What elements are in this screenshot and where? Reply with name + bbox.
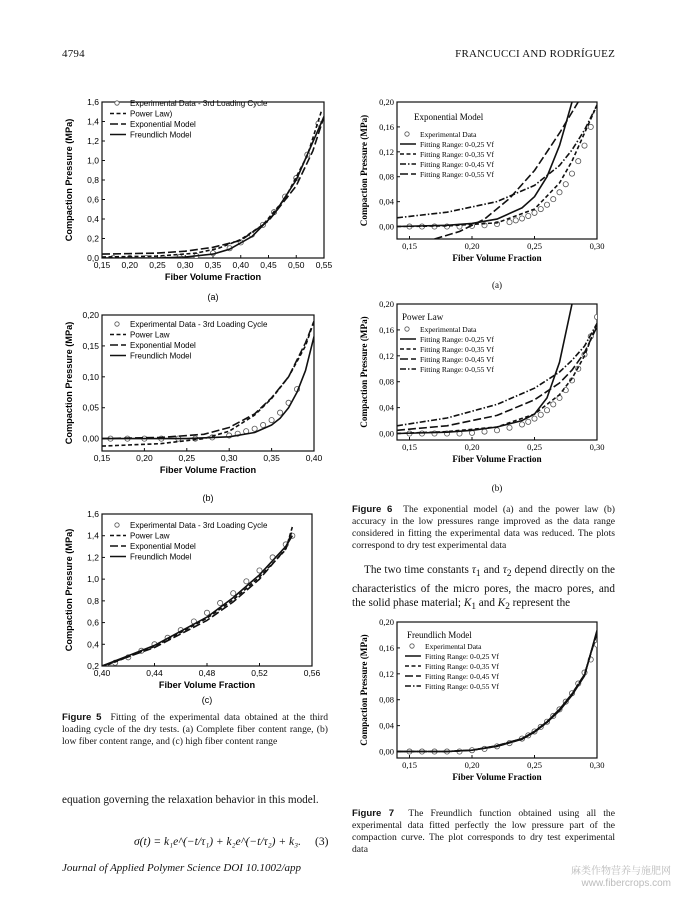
- y-tick-label: 1,6: [87, 97, 99, 107]
- x-tick-label: 0,30: [176, 260, 194, 270]
- y-tick-label: 0,08: [379, 171, 394, 182]
- data-point-marker: [563, 182, 568, 187]
- data-point-marker: [551, 402, 556, 407]
- data-point-marker: [582, 143, 587, 148]
- legend-entry: Fitting Range: 0-0,35 Vf: [420, 150, 495, 159]
- figure-6-caption: [352, 504, 615, 552]
- data-point-marker: [538, 207, 543, 212]
- body-text-3: represent the: [512, 597, 571, 610]
- figure-5a-chart: [62, 92, 338, 304]
- y-tick-label: 1,2: [87, 552, 99, 563]
- legend-marker: [115, 101, 119, 105]
- data-point-marker: [519, 422, 524, 427]
- k2-symbol: K: [497, 597, 506, 610]
- subfigure-label: (b): [202, 493, 214, 503]
- y-tick-label: 0,20: [379, 617, 394, 627]
- body-and-2: and: [478, 597, 495, 610]
- y-tick-label: 0,4: [87, 214, 99, 224]
- y-tick-label: 0,08: [379, 694, 394, 705]
- subfigure-label: (a): [492, 280, 502, 290]
- x-axis-label: Fiber Volume Fraction: [452, 772, 542, 782]
- data-point-marker: [507, 220, 512, 225]
- legend-entry: Experimental Data - 3rd Loading Cycle: [130, 320, 268, 329]
- watermark: [571, 866, 671, 890]
- subfigure-label: (a): [207, 292, 219, 302]
- x-tick-label: 0,20: [464, 241, 480, 251]
- x-tick-label: 0,40: [93, 668, 111, 678]
- y-tick-label: 0,16: [379, 642, 394, 653]
- y-tick-label: 0,00: [82, 433, 99, 444]
- y-tick-label: 0,6: [87, 194, 99, 205]
- x-tick-label: 0,30: [589, 442, 605, 452]
- figure-5-caption: [62, 712, 328, 748]
- y-tick-label: 0,8: [87, 175, 99, 185]
- data-point-marker: [557, 190, 562, 195]
- legend-entry: Fitting Range: 0-0,55 Vf: [425, 682, 500, 691]
- x-tick-label: 0,20: [136, 453, 153, 463]
- data-point-marker: [544, 408, 549, 413]
- figure-7-label: Figure 7: [352, 808, 395, 819]
- data-point-marker: [532, 416, 537, 421]
- y-tick-label: 1,0: [87, 155, 99, 166]
- x-tick-label: 0,40: [305, 453, 323, 463]
- x-axis-label: Fiber Volume Fraction: [452, 253, 542, 263]
- journal-footer: Journal of Applied Polymer Science DOI 10.1002/app: [62, 862, 301, 874]
- legend-entry: Experimental Data - 3rd Loading Cycle: [130, 99, 268, 108]
- x-tick-label: 0,15: [402, 760, 417, 770]
- x-tick-label: 0,50: [287, 260, 305, 270]
- y-axis-label: Compaction Pressure (MPa): [359, 114, 369, 227]
- x-tick-label: 0,56: [303, 668, 321, 678]
- x-tick-label: 0,15: [93, 260, 111, 270]
- data-point-marker: [244, 579, 249, 584]
- legend-entry: Power Law: [130, 330, 170, 340]
- x-tick-label: 0,30: [589, 241, 605, 251]
- y-tick-label: 0,8: [87, 595, 99, 606]
- data-point-marker: [538, 412, 543, 417]
- x-axis-label: Fiber Volume Fraction: [159, 465, 257, 475]
- x-tick-label: 0,52: [251, 668, 268, 678]
- data-point-marker: [594, 642, 599, 647]
- legend-entry: Experimental Data: [425, 642, 482, 651]
- y-tick-label: 1,2: [87, 136, 99, 146]
- legend-entry: Experimental Data: [420, 325, 477, 334]
- y-tick-label: 0,00: [379, 221, 394, 232]
- series-group: [102, 321, 314, 446]
- tau-2-sub: 2: [506, 569, 512, 580]
- data-point-marker: [482, 429, 487, 434]
- figure-5c-chart: [62, 508, 338, 708]
- y-tick-label: 1,4: [87, 530, 99, 541]
- y-tick-label: 0,12: [379, 668, 394, 679]
- y-tick-label: 0,05: [82, 402, 99, 413]
- data-point-marker: [261, 422, 266, 427]
- equation-number: (3): [315, 836, 329, 848]
- y-tick-label: 0,10: [82, 371, 99, 382]
- data-point-marker: [269, 417, 274, 422]
- y-tick-label: 0,00: [379, 746, 394, 757]
- x-tick-label: 0,40: [232, 260, 250, 270]
- data-point-marker: [569, 171, 574, 176]
- body-paragraph-right: [352, 563, 615, 615]
- legend-entry: Fitting Range: 0-0,25 Vf: [420, 140, 495, 149]
- chart-inner-title: Freundlich Model: [407, 630, 472, 640]
- x-tick-label: 0,25: [178, 453, 196, 463]
- tau-2-symbol: τ: [502, 564, 507, 576]
- body-text-1: The two time constants: [364, 564, 469, 576]
- figure-6-caption-text: The exponential model (a) and the power law (b) accuracy in the low pressures range improved as the data range considered in fitting the experimental data was reduced. The plots correspond to dry test experimental data: [352, 504, 616, 551]
- legend-entry: Fitting Range: 0-0,25 Vf: [425, 652, 500, 661]
- y-tick-label: 0,16: [379, 324, 394, 335]
- y-tick-label: 1,0: [87, 574, 99, 585]
- data-point-marker: [204, 610, 209, 615]
- y-tick-label: 0,20: [379, 299, 394, 309]
- x-tick-label: 0,15: [93, 453, 111, 463]
- y-tick-label: 0,08: [379, 376, 394, 387]
- y-axis-label: Compaction Pressure (MPa): [64, 118, 74, 242]
- chart-inner-title: Power Law: [402, 312, 444, 322]
- figure-5b-chart: [62, 305, 338, 507]
- x-tick-label: 0,30: [220, 453, 238, 463]
- data-point-marker: [513, 218, 518, 223]
- x-tick-label: 0,20: [464, 760, 480, 770]
- legend-entry: Fitting Range: 0-0,25 Vf: [420, 335, 495, 344]
- data-point-marker: [526, 419, 531, 424]
- y-tick-label: 0,04: [379, 720, 394, 731]
- x-axis-label: Fiber Volume Fraction: [164, 272, 262, 282]
- data-point-marker: [526, 213, 531, 218]
- body-paragraph-left: equation governing the relaxation behavior in this model.: [62, 794, 319, 806]
- legend-entry: Freundlich Model: [130, 130, 192, 140]
- data-point-marker: [551, 197, 556, 202]
- data-point-marker: [252, 426, 257, 431]
- data-point-marker: [277, 410, 282, 415]
- y-tick-label: 0,04: [379, 402, 394, 413]
- y-tick-label: 0,4: [87, 639, 99, 650]
- data-point-marker: [494, 428, 499, 433]
- y-tick-label: 1,4: [87, 116, 99, 127]
- legend-entry: Fitting Range: 0-0,35 Vf: [425, 662, 500, 671]
- legend-entry: Freundlich Model: [130, 552, 192, 562]
- x-tick-label: 0,30: [589, 760, 605, 770]
- legend-entry: Exponential Model: [130, 341, 196, 350]
- figure-6b-chart: [352, 296, 617, 496]
- watermark-line-1: 麻类作物营养与施肥网: [571, 866, 671, 877]
- y-tick-label: 0,16: [379, 121, 394, 132]
- k1-sub: 1: [471, 602, 476, 613]
- page-number: 4794: [62, 48, 85, 60]
- data-point-marker: [544, 202, 549, 207]
- x-tick-label: 0,35: [263, 453, 280, 463]
- watermark-line-2: www.fibercrops.com: [581, 878, 671, 889]
- legend-entry: Fitting Range: 0-0,55 Vf: [420, 365, 495, 374]
- legend-marker: [115, 523, 119, 527]
- running-title: FRANCUCCI AND RODRÍGUEZ: [455, 48, 615, 60]
- figure-5-label: Figure 5: [62, 712, 102, 723]
- y-tick-label: 1,6: [87, 509, 99, 519]
- y-tick-label: 0,2: [87, 233, 99, 244]
- y-tick-label: 0,2: [87, 661, 99, 671]
- y-tick-label: 0,12: [379, 350, 394, 361]
- legend-entry: Power Law: [130, 531, 170, 541]
- body-and-1: and: [483, 564, 500, 576]
- equation-3: σ(t) = k₁e^(−t/τ₁) + k₂e^(−t/τ₂) + k₃.: [134, 836, 301, 848]
- legend-entry: Fitting Range: 0-0,45 Vf: [420, 355, 495, 364]
- subfigure-label: (c): [201, 695, 213, 705]
- figure-7-chart: [352, 614, 617, 802]
- y-tick-label: 0,20: [82, 310, 99, 320]
- data-point-marker: [576, 159, 581, 164]
- legend-marker: [405, 132, 409, 136]
- legend-entry: Experimental Data: [420, 130, 477, 139]
- data-point-marker: [532, 210, 537, 215]
- figure-7-caption: [352, 808, 615, 856]
- legend-entry: Exponential Model: [130, 542, 196, 551]
- data-point-marker: [507, 425, 512, 430]
- chart-inner-title: Exponential Model: [414, 112, 484, 122]
- legend-entry: Fitting Range: 0-0,45 Vf: [420, 160, 495, 169]
- x-axis-label: Fiber Volume Fraction: [158, 680, 256, 690]
- y-axis-label: Compaction Pressure (MPa): [359, 316, 369, 428]
- x-tick-label: 0,20: [121, 260, 139, 270]
- k1-symbol: K: [463, 597, 472, 610]
- y-tick-label: 0,20: [379, 97, 394, 107]
- x-tick-label: 0,20: [464, 442, 480, 452]
- y-axis-label: Compaction Pressure (MPa): [64, 528, 74, 652]
- y-tick-label: 0,15: [82, 340, 99, 351]
- figure-5-caption-text: Fitting of the experimental data obtained at the third loading cycle of the dry tests. (a) Complete fiber content range, (b) low fiber content range, and (c) high fiber content range: [62, 712, 328, 747]
- legend-entry: Freundlich Model: [130, 351, 192, 361]
- y-tick-label: 0,00: [379, 428, 394, 439]
- body-text-2: depend directly on the characteristics of the micro pores, the macro pores, and the solid phase material;: [352, 564, 616, 610]
- legend-marker: [405, 327, 409, 331]
- x-tick-label: 0,25: [527, 241, 542, 251]
- y-tick-label: 0,6: [87, 617, 99, 628]
- legend-entry: Power Law): [130, 109, 173, 119]
- y-tick-label: 0,12: [379, 146, 394, 157]
- legend-entry: Fitting Range: 0-0,45 Vf: [425, 672, 500, 681]
- legend-entry: Exponential Model: [130, 120, 196, 129]
- x-tick-label: 0,35: [204, 260, 222, 270]
- data-point-marker: [218, 600, 223, 605]
- x-tick-label: 0,25: [149, 260, 166, 270]
- x-tick-label: 0,25: [527, 442, 542, 452]
- x-tick-label: 0,15: [402, 442, 417, 452]
- y-tick-label: 0,04: [379, 196, 394, 207]
- x-tick-label: 0,15: [402, 241, 417, 251]
- data-point-marker: [519, 216, 524, 221]
- data-point-marker: [594, 314, 599, 319]
- x-tick-label: 0,48: [198, 668, 216, 678]
- figure-6a-chart: [352, 92, 617, 292]
- legend-entry: Fitting Range: 0-0,55 Vf: [420, 170, 495, 179]
- figure-6-label: Figure 6: [352, 504, 393, 515]
- x-tick-label: 0,44: [146, 668, 163, 678]
- legend-entry: Experimental Data - 3rd Loading Cycle: [130, 521, 268, 530]
- legend-entry: Fitting Range: 0-0,35 Vf: [420, 345, 495, 354]
- x-tick-label: 0,25: [527, 760, 542, 770]
- x-tick-label: 0,45: [260, 260, 277, 270]
- x-tick-label: 0,55: [315, 260, 333, 270]
- x-axis-label: Fiber Volume Fraction: [452, 454, 542, 464]
- tau-1-sub: 1: [475, 569, 481, 580]
- k2-sub: 2: [505, 602, 510, 613]
- legend-marker: [115, 322, 119, 326]
- figure-7-caption-text: The Freundlich function obtained using all the experimental data fitted perfectly the low pressure part of the compaction curve. The plot corresponds to dry test experimental data: [352, 808, 615, 855]
- subfigure-label: (b): [491, 483, 503, 493]
- tau-1-symbol: τ: [471, 564, 476, 576]
- y-axis-label: Compaction Pressure (MPa): [359, 634, 369, 746]
- y-axis-label: Compaction Pressure (MPa): [64, 321, 74, 445]
- legend-marker: [410, 644, 414, 648]
- y-tick-label: 0,0: [87, 253, 99, 263]
